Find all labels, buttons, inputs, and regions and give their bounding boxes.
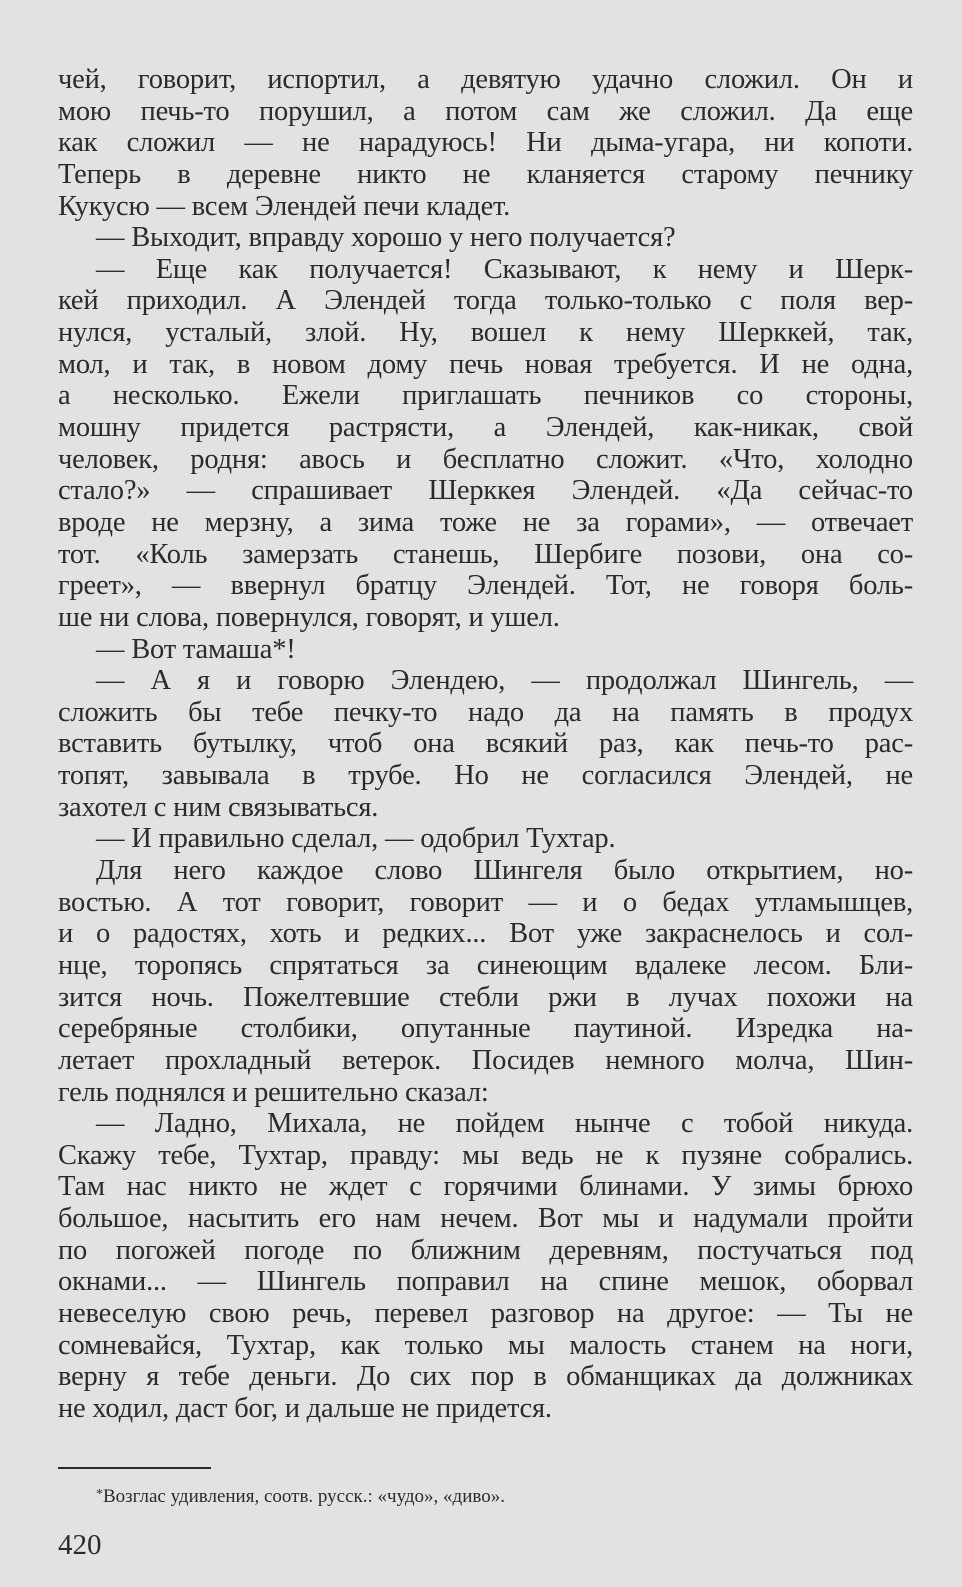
text-line: мол, и так, в новом дому печь новая требуется. И не одна, <box>58 348 913 380</box>
text-line: мою печь-то порушил, а потом сам же сложил. Да еще <box>58 95 913 127</box>
text-line: Теперь в деревне никто не кланяется старому печнику <box>58 158 913 190</box>
text-line: нулся, усталый, злой. Ну, вошел к нему Шерккей, так, <box>58 317 913 349</box>
text-line: — И правильно сделал, — одобрил Тухтар. <box>96 823 616 855</box>
text-line: большое, насытить его нам нечем. Вот мы и надумали пройти <box>58 1203 913 1235</box>
page-body <box>58 64 913 1425</box>
text-line: Там нас никто не ждет с горячими блинами. У зимы брюхо <box>58 1171 913 1203</box>
text-line: топят, завывала в трубе. Но не согласился Элендей, не <box>58 760 913 792</box>
footnote-text: Возглас удивления, соотв. русск.: «чудо», «диво». <box>103 1486 505 1507</box>
text-line: не ходил, даст бог, и дальше не придется. <box>58 1392 552 1424</box>
text-line: зится ночь. Пожелтевшие стебли ржи в лучах похожи на <box>58 981 913 1013</box>
text-line: невеселую свою речь, перевел разговор на другое: — Ты не <box>58 1297 913 1329</box>
text-line: Скажу тебе, Тухтар, правду: мы ведь не к пузяне собрались. <box>58 1139 913 1171</box>
text-line: серебряные столбики, опутанные паутиной. Изредка на- <box>58 1013 913 1045</box>
text-line: верну я тебе деньги. До сих пор в обманщиках да должниках <box>58 1361 913 1393</box>
text-line: — Еще как получается! Сказывают, к нему и Шерк- <box>96 253 913 285</box>
text-line: — Вот тамаша*! <box>96 633 296 665</box>
text-line: — Ладно, Михала, не пойдем нынче с тобой никуда. <box>96 1108 913 1140</box>
text-line: вроде не мерзну, а зима тоже не за горами», — отвечает <box>58 506 913 538</box>
text-line: тот. «Коль замерзать станешь, Шербиге позови, она со- <box>58 538 913 570</box>
text-line: Для него каждое слово Шингеля было открытием, но- <box>96 855 913 887</box>
text-line: ше ни слова, повернулся, говорят, и ушел. <box>58 601 560 633</box>
text-line: — Выходит, вправду хорошо у него получается? <box>96 222 676 254</box>
text-line: человек, родня: авось и бесплатно сложит. «Что, холодно <box>58 443 913 475</box>
footnote-divider <box>58 1467 211 1469</box>
text-line: как сложил — не нарадуюсь! Ни дыма-угара, ни копоти. <box>58 127 913 159</box>
text-line: Кукусю — всем Элендей печи кладет. <box>58 190 511 222</box>
text-line: по погожей погоде по ближним деревням, постучаться под <box>58 1234 913 1266</box>
text-line: а несколько. Ежели приглашать печников со стороны, <box>58 380 913 412</box>
text-line: летает прохладный ветерок. Посидев немного молча, Шин- <box>58 1044 913 1076</box>
text-line: кей приходил. А Элендей тогда только-только с поля вер- <box>58 285 913 317</box>
text-line: востью. А тот говорит, говорит — и о бедах утламышцев, <box>58 886 913 918</box>
footnote-mark: * <box>96 1487 103 1502</box>
text-line: и о радостях, хоть и редких... Вот уже закраснелось и сол- <box>58 918 913 950</box>
text-line: стало?» — спрашивает Шерккея Элендей. «Да сейчас-то <box>58 475 913 507</box>
footnote <box>96 1483 505 1509</box>
text-line: — А я и говорю Элендею, — продолжал Шингель, — <box>96 665 913 697</box>
text-line: чей, говорит, испортил, а девятую удачно сложил. Он и <box>58 64 913 95</box>
text-line: гель поднялся и решительно сказал: <box>58 1076 489 1108</box>
text-line: нце, торопясь спрятаться за синеющим вдалеке лесом. Бли- <box>58 949 913 981</box>
text-line: сомневайся, Тухтар, как только мы малость станем на ноги, <box>58 1329 913 1361</box>
text-line: сложить бы тебе печку-то надо да на память в продух <box>58 696 913 728</box>
text-line: вставить бутылку, чтоб она всякий раз, как печь-то рас- <box>58 728 913 760</box>
text-line: мошну придется растрясти, а Элендей, как-никак, свой <box>58 412 913 444</box>
text-line: греет», — ввернул братцу Элендей. Тот, не говоря боль- <box>58 570 913 602</box>
page-number: 420 <box>58 1529 102 1561</box>
text-line: окнами... — Шингель поправил на спине мешок, оборвал <box>58 1266 913 1298</box>
text-line: захотел с ним связываться. <box>58 791 379 823</box>
